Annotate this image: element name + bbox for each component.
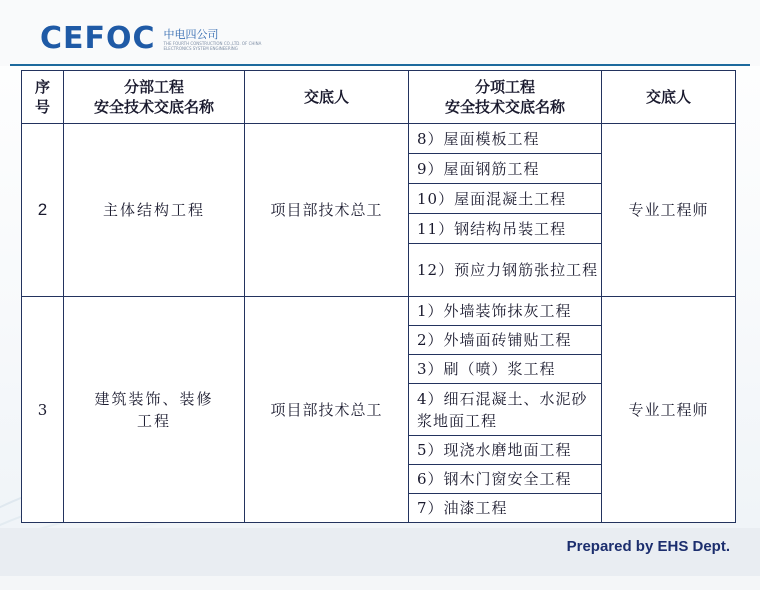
table-row — [22, 297, 736, 326]
row-item: 10）屋面混凝土工程 — [409, 184, 602, 214]
header-divider — [10, 64, 750, 66]
header-part-line2: 安全技术交底名称 — [93, 98, 214, 116]
logo-english-name: THE FOURTH CONSTRUCTION CO.,LTD. OF CHINA ELECTRONICS SYSTEM ENGINEERING — [163, 40, 262, 51]
row-presenter-1: 项目部技术总工 — [245, 297, 409, 523]
header-item-line2: 安全技术交底名称 — [444, 98, 565, 116]
row-item: 8）屋面模板工程 — [409, 124, 602, 154]
row-item: 1）外墙装饰抹灰工程 — [409, 297, 602, 326]
logo-mark: CEFOC — [40, 21, 156, 56]
row-item: 2）外墙面砖铺贴工程 — [409, 326, 602, 355]
company-logo — [40, 22, 274, 56]
slide-header — [0, 0, 760, 66]
header-presenter-1: 交底人 — [245, 71, 409, 124]
header-seq-line1: 序 — [34, 78, 50, 96]
header-seq-line2: 号 — [34, 98, 50, 116]
row-seq: 3 — [22, 297, 64, 523]
row-presenter-2: 专业工程师 — [602, 297, 736, 523]
row-item: 6）钢木门窗安全工程 — [409, 465, 602, 494]
row-item: 7）油漆工程 — [409, 494, 602, 523]
row-presenter-2: 专业工程师 — [602, 124, 736, 297]
row-item: 12）预应力钢筋张拉工程 — [409, 244, 602, 297]
header-seq — [22, 71, 64, 124]
footer-text: Prepared by EHS Dept. — [566, 538, 730, 555]
header-part-line1: 分部工程 — [123, 78, 184, 96]
header-presenter-2: 交底人 — [602, 71, 736, 124]
row-item: 3）刷（喷）浆工程 — [409, 355, 602, 384]
table-row — [22, 124, 736, 154]
header-item-line1: 分项工程 — [474, 78, 535, 96]
row-item: 5）现浇水磨地面工程 — [409, 436, 602, 465]
table-header-row — [22, 71, 736, 124]
row-seq: 2 — [22, 124, 64, 297]
row-part-name: 主体结构工程 — [64, 124, 245, 297]
row-item: 11）钢结构吊装工程 — [409, 214, 602, 244]
row-item: 9）屋面钢筋工程 — [409, 154, 602, 184]
logo-text — [164, 28, 274, 51]
row-part-name: 建筑装饰、装修工程 — [64, 297, 245, 523]
header-item — [409, 71, 602, 124]
safety-briefing-table — [21, 70, 736, 523]
row-presenter-1: 项目部技术总工 — [245, 124, 409, 297]
row-item: 4）细石混凝土、水泥砂浆地面工程 — [409, 384, 602, 436]
logo-chinese-name: 中电四公司 — [163, 27, 219, 41]
header-part — [64, 71, 245, 124]
